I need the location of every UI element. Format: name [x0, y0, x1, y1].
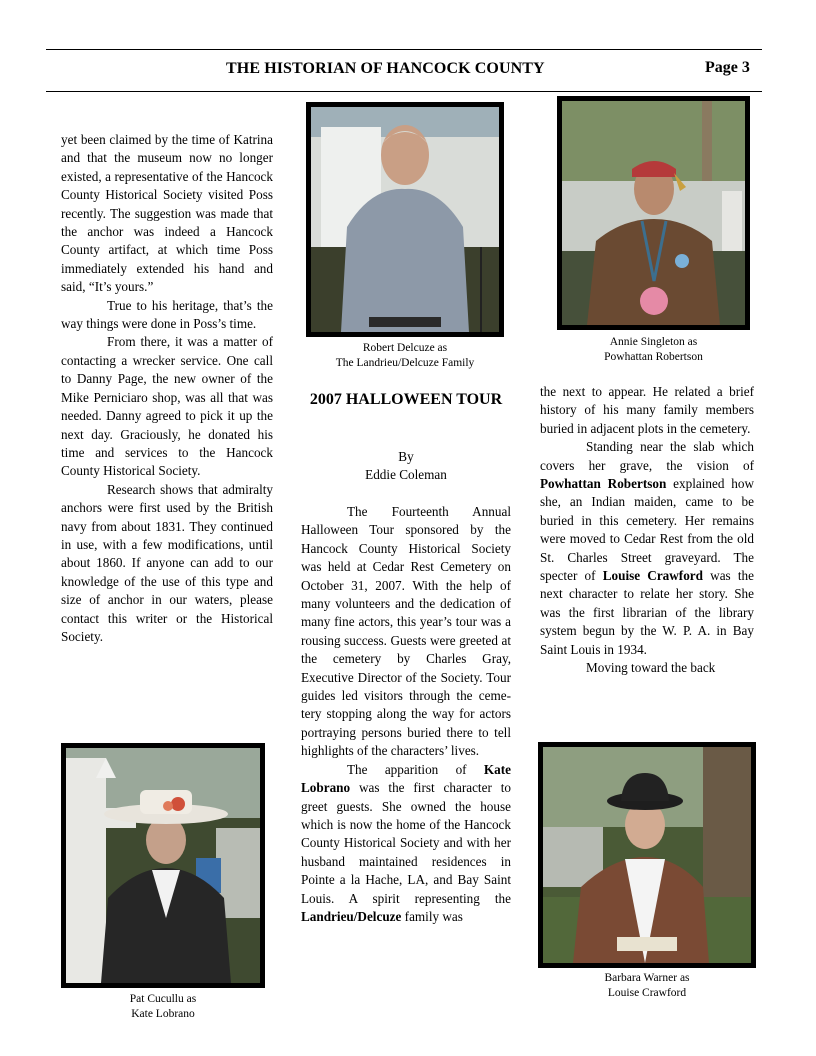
photo-robert-delcuze	[306, 102, 504, 337]
newsletter-title: THE HISTORIAN OF HANCOCK COUNTY	[226, 60, 545, 77]
paragraph: The apparition of Kate Lobrano was the first character to greet guests. She owned the house which is now the home of the Hancock County Historical Society and with her husband maintained residences in Pointe a la Hache, LA, and Bay Saint Louis. A spirit representing the Landrieu/Delcuze family was	[301, 761, 511, 924]
paragraph: Standing near the slab which covers her grave, the vision of Powhattan Robertson explained how she, an Indian maiden, came to be buried in this cemetery. Her remains were moved to Cedar Rest from the old St. Charles Street graveyard. The specter of Louise Crawford was the next character to relate her story. She was the first librarian of the library system begun by the W. P. A. in Bay Saint Louis in 1934.	[540, 439, 755, 657]
character-name: Powhattan Robertson	[540, 476, 667, 492]
paragraph: True to his heritage, that’s the way things were done in Poss’s time.	[61, 297, 273, 332]
photo-annie-singleton	[557, 96, 750, 330]
caption-pat-cucullu: Pat Cucullu as Kate Lobrano	[129, 993, 197, 1020]
header-rule-top	[46, 49, 762, 50]
character-name: Kate Lobrano	[301, 761, 511, 796]
article-title: 2007 HALLOWEEN TOUR	[309, 391, 503, 408]
paragraph: The Fourteenth Annual Halloween Tour sponsored by the Hancock County Historical Society was held at Cedar Rest Cemetery on October 31, 2007. With the help of many volunteers and the dedication of many fine actors, this year’s tour was a rousing success. Guests were greeted at the cemetery by Charles Gray, Executive Director of the Society. Tour guides led visitors through the cemetery stopping along the way for actors portraying persons buried there to tell highlights of the characters’ lives.	[301, 504, 511, 759]
page-number: Page 3	[705, 59, 750, 76]
caption-robert-delcuze: Robert Delcuze as The Landrieu/Delcuze Family	[335, 342, 475, 369]
caption-barbara-warner: Barbara Warner as Louise Crawford	[604, 972, 690, 999]
column-left	[61, 131, 273, 646]
paragraph: Research shows that admiralty anchors were first used by the British navy from about 1831. They continued in use, with a few modifications, until about 1860. If anyone can add to our knowledge of the use of this type and size of anchor in our waters, please contact this writer or the Historical Society.	[61, 481, 273, 644]
paragraph: the next to appear. He related a brief history of his many family members buried in adjacent plots in the cemetery.	[540, 384, 754, 436]
character-name: Landrieu/Delcuze	[301, 908, 402, 924]
paragraph: Moving toward the back	[586, 660, 716, 676]
article-author: Eddie Coleman	[365, 467, 447, 482]
character-name: Louise Crawford	[602, 568, 703, 584]
column-middle	[301, 503, 511, 926]
header-rule-bottom	[46, 91, 762, 92]
paragraph: From there, it was a matter of contacting a wrecker service. One call to Danny Page, the new owner of the Mike Perniciaro shop, was all that was needed. Danny agreed to pick it up the next day. Graciously, he donated his time and services to the Hancock County Historical Society.	[61, 334, 273, 479]
photo-barbara-warner	[538, 742, 756, 968]
article-byline: By Eddie Coleman	[301, 448, 511, 484]
column-right	[540, 383, 754, 678]
caption-annie-singleton: Annie Singleton as Powhattan Robertson	[604, 336, 703, 363]
paragraph: yet been claimed by the time of Katrina and that the museum now no longer existed, a representative of the Hancock County Historical Society visited Poss recently. The suggestion was made that the anchor was indeed a Hancock County artifact, at which time Poss immediately extended his hand and said, “It’s yours.”	[61, 132, 273, 295]
photo-pat-cucullu	[61, 743, 265, 988]
